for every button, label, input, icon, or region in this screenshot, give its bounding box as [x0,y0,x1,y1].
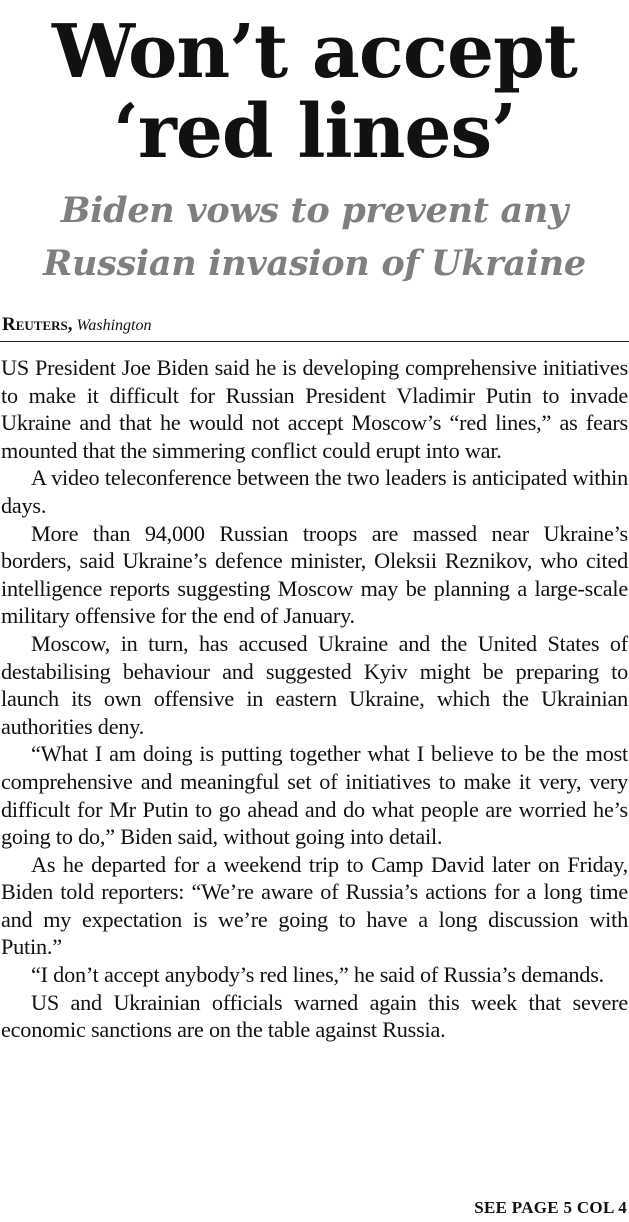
article-body [0,354,629,1044]
article-paragraph: “I don’t accept anybody’s red lines,” he said of Russia’s demands. [31,962,604,988]
article-paragraph: US and Ukrainian officials warned again this week that severe economic sanctions are on the table against Russia. [1,989,628,1043]
article-paragraph: US President Joe Biden said he is developing comprehensive initiatives to make it difficult for Russian President Vladimir Putin to invade Ukraine and that he would not accept Moscow’s “red lines,” as fears mounted that the simmering conflict could erupt into war. [1,355,628,463]
subheadline [0,184,629,290]
continuation-reference: SEE PAGE 5 COL 4 [474,1198,627,1217]
byline-location: Washington [76,317,152,334]
article-paragraph: “What I am doing is putting together what I believe to be the most comprehensive and meaningful set of initiatives to make it very, very difficult for Mr Putin to go ahead and do what people are worried he’s going to do,” Biden said, without going into detail. [1,741,628,850]
subheadline-line-1: Biden vows to prevent any [60,190,569,231]
article-paragraph: As he departed for a weekend trip to Camp David later on Friday, Biden told reporters: “We’re aware of Russia’s actions for a long time and my expectation is we’re going to have a long discussion with Putin.” [1,851,628,960]
article-paragraph: More than 94,000 Russian troops are massed near Ukraine’s borders, said Ukraine’s defence minister, Oleksii Reznikov, who cited intelligence reports suggesting Moscow may be planning a large-scale military offensive for the end of January. [1,520,628,629]
article-paragraph: Moscow, in turn, has accused Ukraine and the United States of destabilising behaviour and suggested Kyiv might be preparing to launch its own offensive in eastern Ukraine, which the Ukrainian authorities deny. [1,630,628,739]
subheadline-line-2: Russian invasion of Ukraine [43,243,586,284]
headline [0,0,629,175]
headline-line-2: ‘red lines’ [113,89,516,175]
article-paragraph: A video teleconference between the two leaders is anticipated within days. [1,465,628,518]
byline-agency: Reuters, [2,314,73,335]
byline [0,316,629,342]
headline-line-1: Won’t accept [51,9,577,95]
